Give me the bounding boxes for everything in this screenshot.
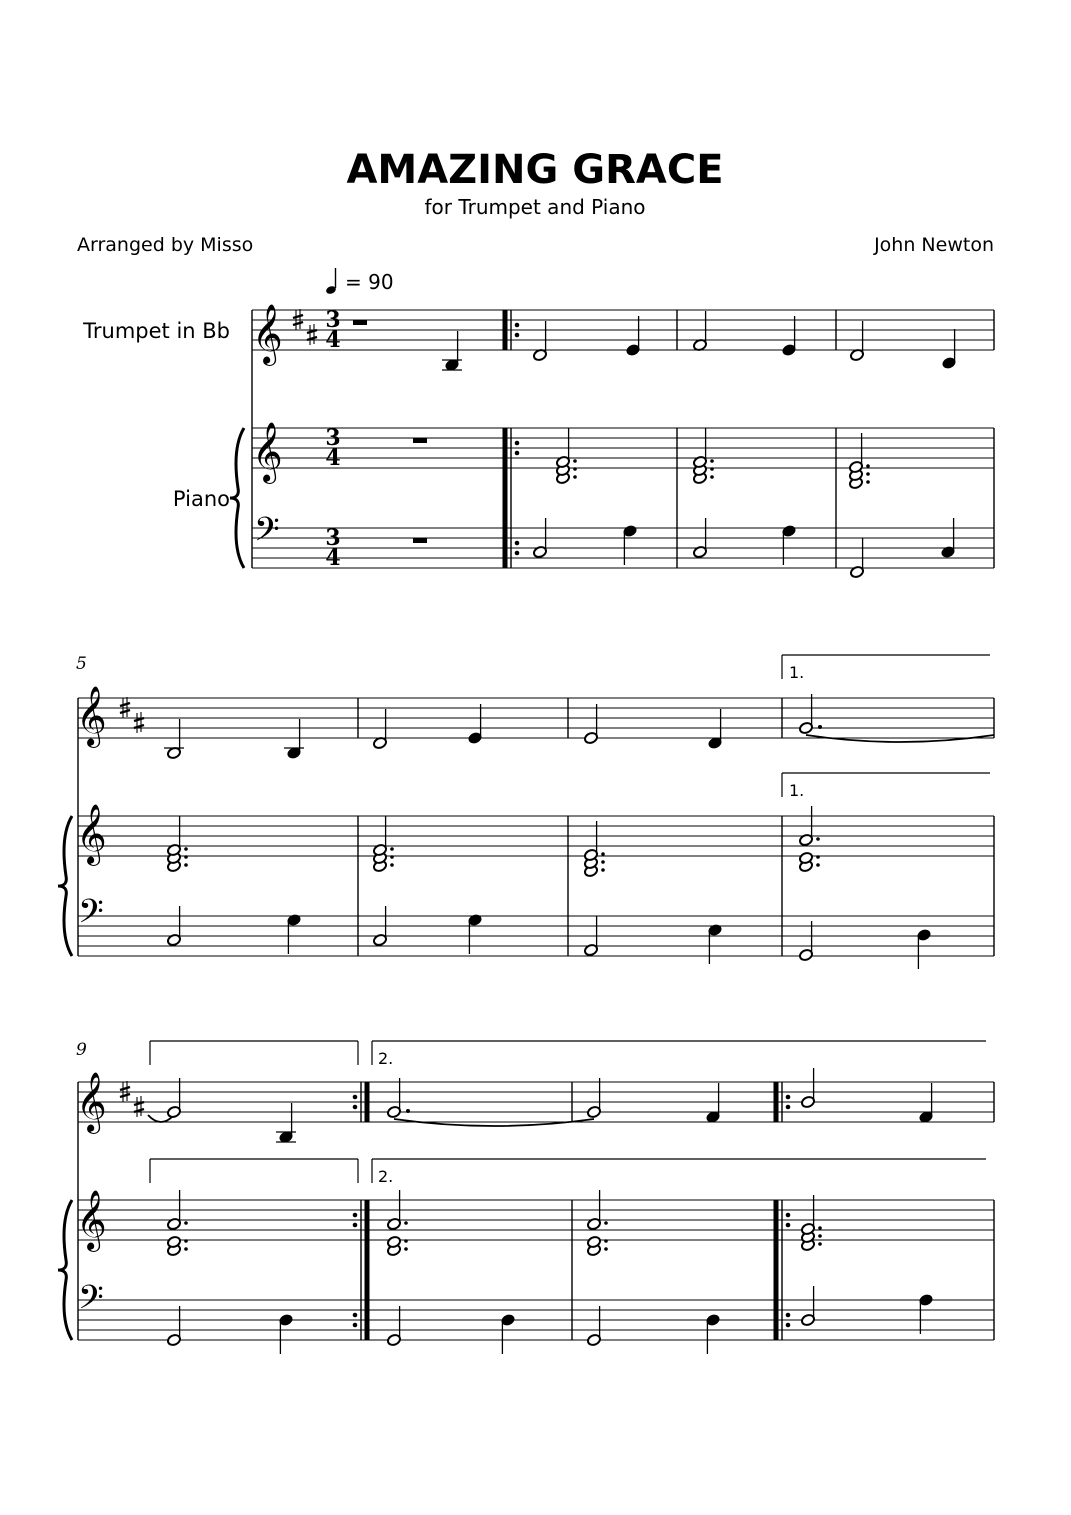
- notation: [58, 309, 994, 1354]
- repeat-dot: [515, 451, 520, 456]
- duration-dot: [710, 459, 714, 463]
- duration-dot: [866, 480, 870, 484]
- thick-barline: [503, 310, 508, 350]
- repeat-dot: [515, 323, 520, 328]
- volta-2-trumpet-label: 2.: [378, 1049, 394, 1068]
- whole-rest: [413, 538, 427, 543]
- time-signature-bottom: 4: [325, 545, 341, 571]
- repeat-dot: [515, 541, 520, 546]
- duration-dot: [818, 1242, 822, 1246]
- duration-dot: [816, 837, 820, 841]
- duration-dot: [390, 855, 394, 859]
- repeat-dot: [786, 1223, 791, 1228]
- duration-dot: [604, 1221, 608, 1225]
- treble-clef-icon: 𝄞: [76, 804, 107, 864]
- whole-rest: [353, 320, 367, 325]
- piano-brace: [58, 816, 72, 956]
- repeat-dot: [515, 333, 520, 338]
- time-signature-top: 3: [325, 525, 341, 551]
- volta-2-piano-label: 2.: [378, 1167, 394, 1186]
- duration-dot: [184, 1221, 188, 1225]
- treble-clef-icon: 𝄞: [76, 1072, 107, 1132]
- volta-1-piano-label: 1.: [789, 781, 805, 800]
- repeat-dot: [353, 1095, 358, 1100]
- duration-dot: [604, 1247, 608, 1251]
- duration-dot: [866, 472, 870, 476]
- system-2-clefs: [76, 686, 107, 939]
- duration-dot: [866, 464, 870, 468]
- measure-number-5: 5: [76, 654, 87, 674]
- duration-dot: [404, 1221, 408, 1225]
- duration-dot: [573, 467, 577, 471]
- duration-dot: [390, 847, 394, 851]
- duration-dot: [573, 475, 577, 479]
- instrument-name-trumpet: Trumpet in Bb: [83, 319, 230, 343]
- repeat-dot: [786, 1095, 791, 1100]
- sharp-icon: [293, 315, 303, 318]
- repeat-dot: [353, 1223, 358, 1228]
- measure-number-9: 9: [76, 1040, 87, 1060]
- duration-dot: [601, 852, 605, 856]
- repeat-dot: [515, 551, 520, 556]
- score-subtitle: for Trumpet and Piano: [424, 195, 646, 219]
- duration-dot: [601, 860, 605, 864]
- arranger-credit: Arranged by Misso: [77, 234, 254, 256]
- repeat-dot: [515, 441, 520, 446]
- system-3-clefs: [76, 1072, 107, 1325]
- sharp-icon: [293, 322, 303, 325]
- treble-clef-icon: 𝄞: [76, 1190, 107, 1250]
- duration-dot: [184, 855, 188, 859]
- repeat-dot: [353, 1323, 358, 1328]
- time-signature-top: 3: [325, 425, 341, 451]
- duration-dot: [406, 1109, 410, 1113]
- repeat-dot: [353, 1213, 358, 1218]
- piano-brace: [58, 1200, 72, 1340]
- sharp-icon: [120, 710, 130, 713]
- tempo-marking: [325, 268, 394, 295]
- duration-dot: [404, 1239, 408, 1243]
- repeat-dot: [353, 1313, 358, 1318]
- bass-clef-icon: 𝄢: [78, 1279, 104, 1325]
- bass-clef-icon: 𝄢: [254, 511, 280, 557]
- duration-dot: [818, 1226, 822, 1230]
- score-title: AMAZING GRACE: [346, 147, 724, 193]
- duration-dot: [184, 1247, 188, 1251]
- duration-dot: [816, 855, 820, 859]
- piano-brace: [230, 428, 244, 568]
- duration-dot: [710, 467, 714, 471]
- repeat-dot: [786, 1313, 791, 1318]
- duration-dot: [404, 1247, 408, 1251]
- time-signature-bottom: 4: [325, 327, 341, 353]
- duration-dot: [390, 863, 394, 867]
- time-signature-bottom: 4: [325, 445, 341, 471]
- composer-credit: John Newton: [874, 234, 994, 256]
- repeat-dot: [353, 1105, 358, 1110]
- sharp-icon: [120, 1094, 130, 1097]
- duration-dot: [604, 1239, 608, 1243]
- sharp-icon: [120, 703, 130, 706]
- treble-clef-icon: 𝄞: [76, 686, 107, 746]
- time-signature-top: 3: [325, 307, 341, 333]
- duration-dot: [818, 725, 822, 729]
- repeat-dot: [786, 1105, 791, 1110]
- volta-1-trumpet-label: 1.: [789, 663, 805, 682]
- repeat-dot: [786, 1323, 791, 1328]
- duration-dot: [184, 1239, 188, 1243]
- tempo-value: = 90: [345, 270, 394, 294]
- thick-barline: [365, 1200, 370, 1340]
- bass-clef-icon: 𝄢: [78, 893, 104, 939]
- sharp-icon: [120, 1087, 130, 1090]
- duration-dot: [184, 847, 188, 851]
- treble-clef-icon: 𝄞: [252, 422, 283, 482]
- duration-dot: [816, 863, 820, 867]
- treble-clef-icon: 𝄞: [252, 304, 283, 364]
- duration-dot: [601, 868, 605, 872]
- thick-barline: [503, 428, 508, 568]
- whole-rest: [413, 438, 427, 443]
- repeat-dot: [786, 1213, 791, 1218]
- thick-barline: [365, 1082, 370, 1122]
- duration-dot: [818, 1234, 822, 1238]
- instrument-name-piano: Piano: [172, 487, 230, 511]
- duration-dot: [573, 459, 577, 463]
- duration-dot: [710, 475, 714, 479]
- duration-dot: [184, 863, 188, 867]
- thick-barline: [774, 1200, 779, 1340]
- thick-barline: [774, 1082, 779, 1122]
